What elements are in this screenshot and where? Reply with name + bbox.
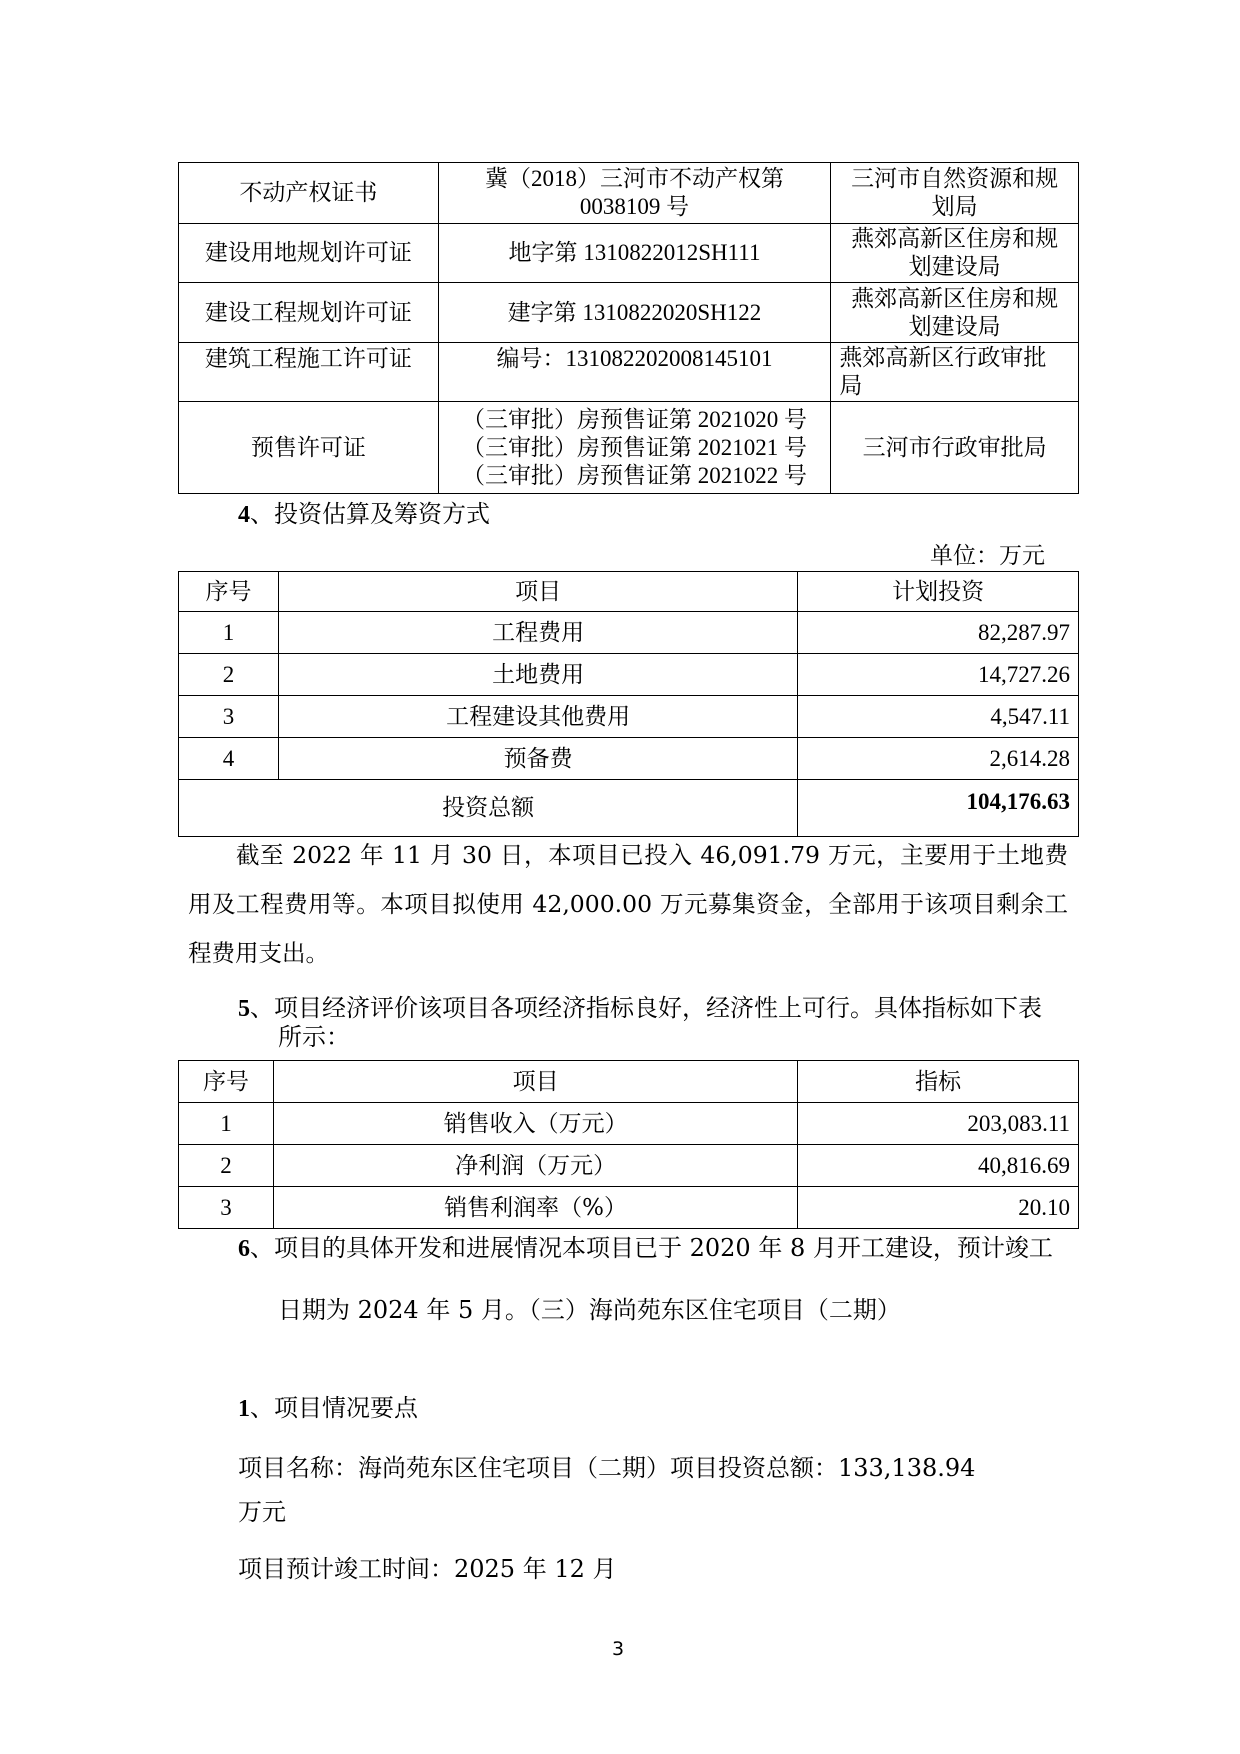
total-value: 104,176.63 <box>798 780 1079 837</box>
permit-number: 建字第 1310822020SH122 <box>438 283 831 343</box>
row-item: 工程费用 <box>278 612 797 654</box>
header-value: 指标 <box>798 1061 1079 1103</box>
total-label: 投资总额 <box>179 780 798 837</box>
row-no: 4 <box>179 738 279 780</box>
table-row <box>179 343 1079 402</box>
permit-authority: 三河市行政审批局 <box>831 402 1079 494</box>
row-no: 1 <box>179 612 279 654</box>
table-row <box>179 612 1079 654</box>
project-heading: 1、项目情况要点 <box>238 1394 418 1422</box>
table-row <box>179 402 1079 494</box>
table-row <box>179 224 1079 283</box>
table-row <box>179 738 1079 780</box>
row-no: 1 <box>179 1103 274 1145</box>
investment-table <box>178 571 1079 837</box>
header-item: 项目 <box>278 572 797 612</box>
row-no: 3 <box>179 696 279 738</box>
row-item: 销售收入（万元） <box>273 1103 797 1145</box>
permit-authority: 燕郊高新区住房和规 划建设局 <box>831 224 1079 283</box>
page-number: 3 <box>612 1638 625 1660</box>
table-header-row <box>179 572 1079 612</box>
table-row <box>179 1103 1079 1145</box>
permit-name: 建筑工程施工许可证 <box>179 343 439 402</box>
row-value: 82,287.97 <box>798 612 1079 654</box>
header-no: 序号 <box>179 1061 274 1103</box>
permit-number: 地字第 1310822012SH111 <box>438 224 831 283</box>
section6-line2: 日期为 2024 年 5 月。（三）海尚苑东区住宅项目（二期） <box>278 1296 901 1324</box>
table-row <box>179 1187 1079 1229</box>
permit-number: （三审批）房预售证第 2021020 号 （三审批）房预售证第 2021021 号 （三审批）房预售证第 2021022 号 <box>438 402 831 494</box>
row-no: 2 <box>179 654 279 696</box>
permit-name: 建设用地规划许可证 <box>179 224 439 283</box>
row-item: 工程建设其他费用 <box>278 696 797 738</box>
row-value: 203,083.11 <box>798 1103 1079 1145</box>
table-row <box>179 696 1079 738</box>
row-no: 3 <box>179 1187 274 1229</box>
row-value: 4,547.11 <box>798 696 1079 738</box>
permit-authority: 燕郊高新区行政审批 局 <box>831 343 1079 402</box>
permits-table <box>178 162 1079 494</box>
table-row <box>179 283 1079 343</box>
table-header-row <box>179 1061 1079 1103</box>
row-item: 销售利润率（%） <box>273 1187 797 1229</box>
header-value: 计划投资 <box>798 572 1079 612</box>
row-value: 2,614.28 <box>798 738 1079 780</box>
row-item: 土地费用 <box>278 654 797 696</box>
section4-heading: 4、投资估算及筹资方式 <box>238 500 490 528</box>
indicators-table <box>178 1060 1079 1229</box>
permit-name: 不动产权证书 <box>179 163 439 224</box>
row-value: 20.10 <box>798 1187 1079 1229</box>
section6-line1: 6、项目的具体开发和进展情况本项目已于 2020 年 8 月开工建设，预计竣工 <box>238 1234 1053 1262</box>
permit-name: 建设工程规划许可证 <box>179 283 439 343</box>
table-row <box>179 654 1079 696</box>
header-no: 序号 <box>179 572 279 612</box>
unit-label: 单位：万元 <box>930 543 1045 569</box>
permit-authority: 三河市自然资源和规 划局 <box>831 163 1079 224</box>
project-completion: 项目预计竣工时间：2025 年 12 月 <box>238 1555 617 1583</box>
row-value: 40,816.69 <box>798 1145 1079 1187</box>
permit-number: 编号：131082202008145101 <box>438 343 831 402</box>
permit-number: 冀（2018）三河市不动产权第 0038109 号 <box>438 163 831 224</box>
project-name-line1: 项目名称：海尚苑东区住宅项目（二期）项目投资总额：133,138.94 <box>238 1454 976 1482</box>
permit-name: 预售许可证 <box>179 402 439 494</box>
section5-heading: 5、项目经济评价该项目各项经济指标良好，经济性上可行。具体指标如下表 所示： <box>238 994 1042 1051</box>
row-item: 预备费 <box>278 738 797 780</box>
row-item: 净利润（万元） <box>273 1145 797 1187</box>
investment-paragraph: 截至 2022 年 11 月 30 日，本项目已投入 46,091.79 万元，主要用于土地费用及工程费用等。本项目拟使用 42,000.00 万元募集资金，全部用于该项目剩余工程费用支出。 <box>188 841 1068 967</box>
table-row <box>179 1145 1079 1187</box>
table-total-row <box>179 780 1079 837</box>
row-value: 14,727.26 <box>798 654 1079 696</box>
row-no: 2 <box>179 1145 274 1187</box>
permit-authority: 燕郊高新区住房和规 划建设局 <box>831 283 1079 343</box>
project-name-line2: 万元 <box>238 1498 286 1526</box>
table-row <box>179 163 1079 224</box>
header-item: 项目 <box>273 1061 797 1103</box>
